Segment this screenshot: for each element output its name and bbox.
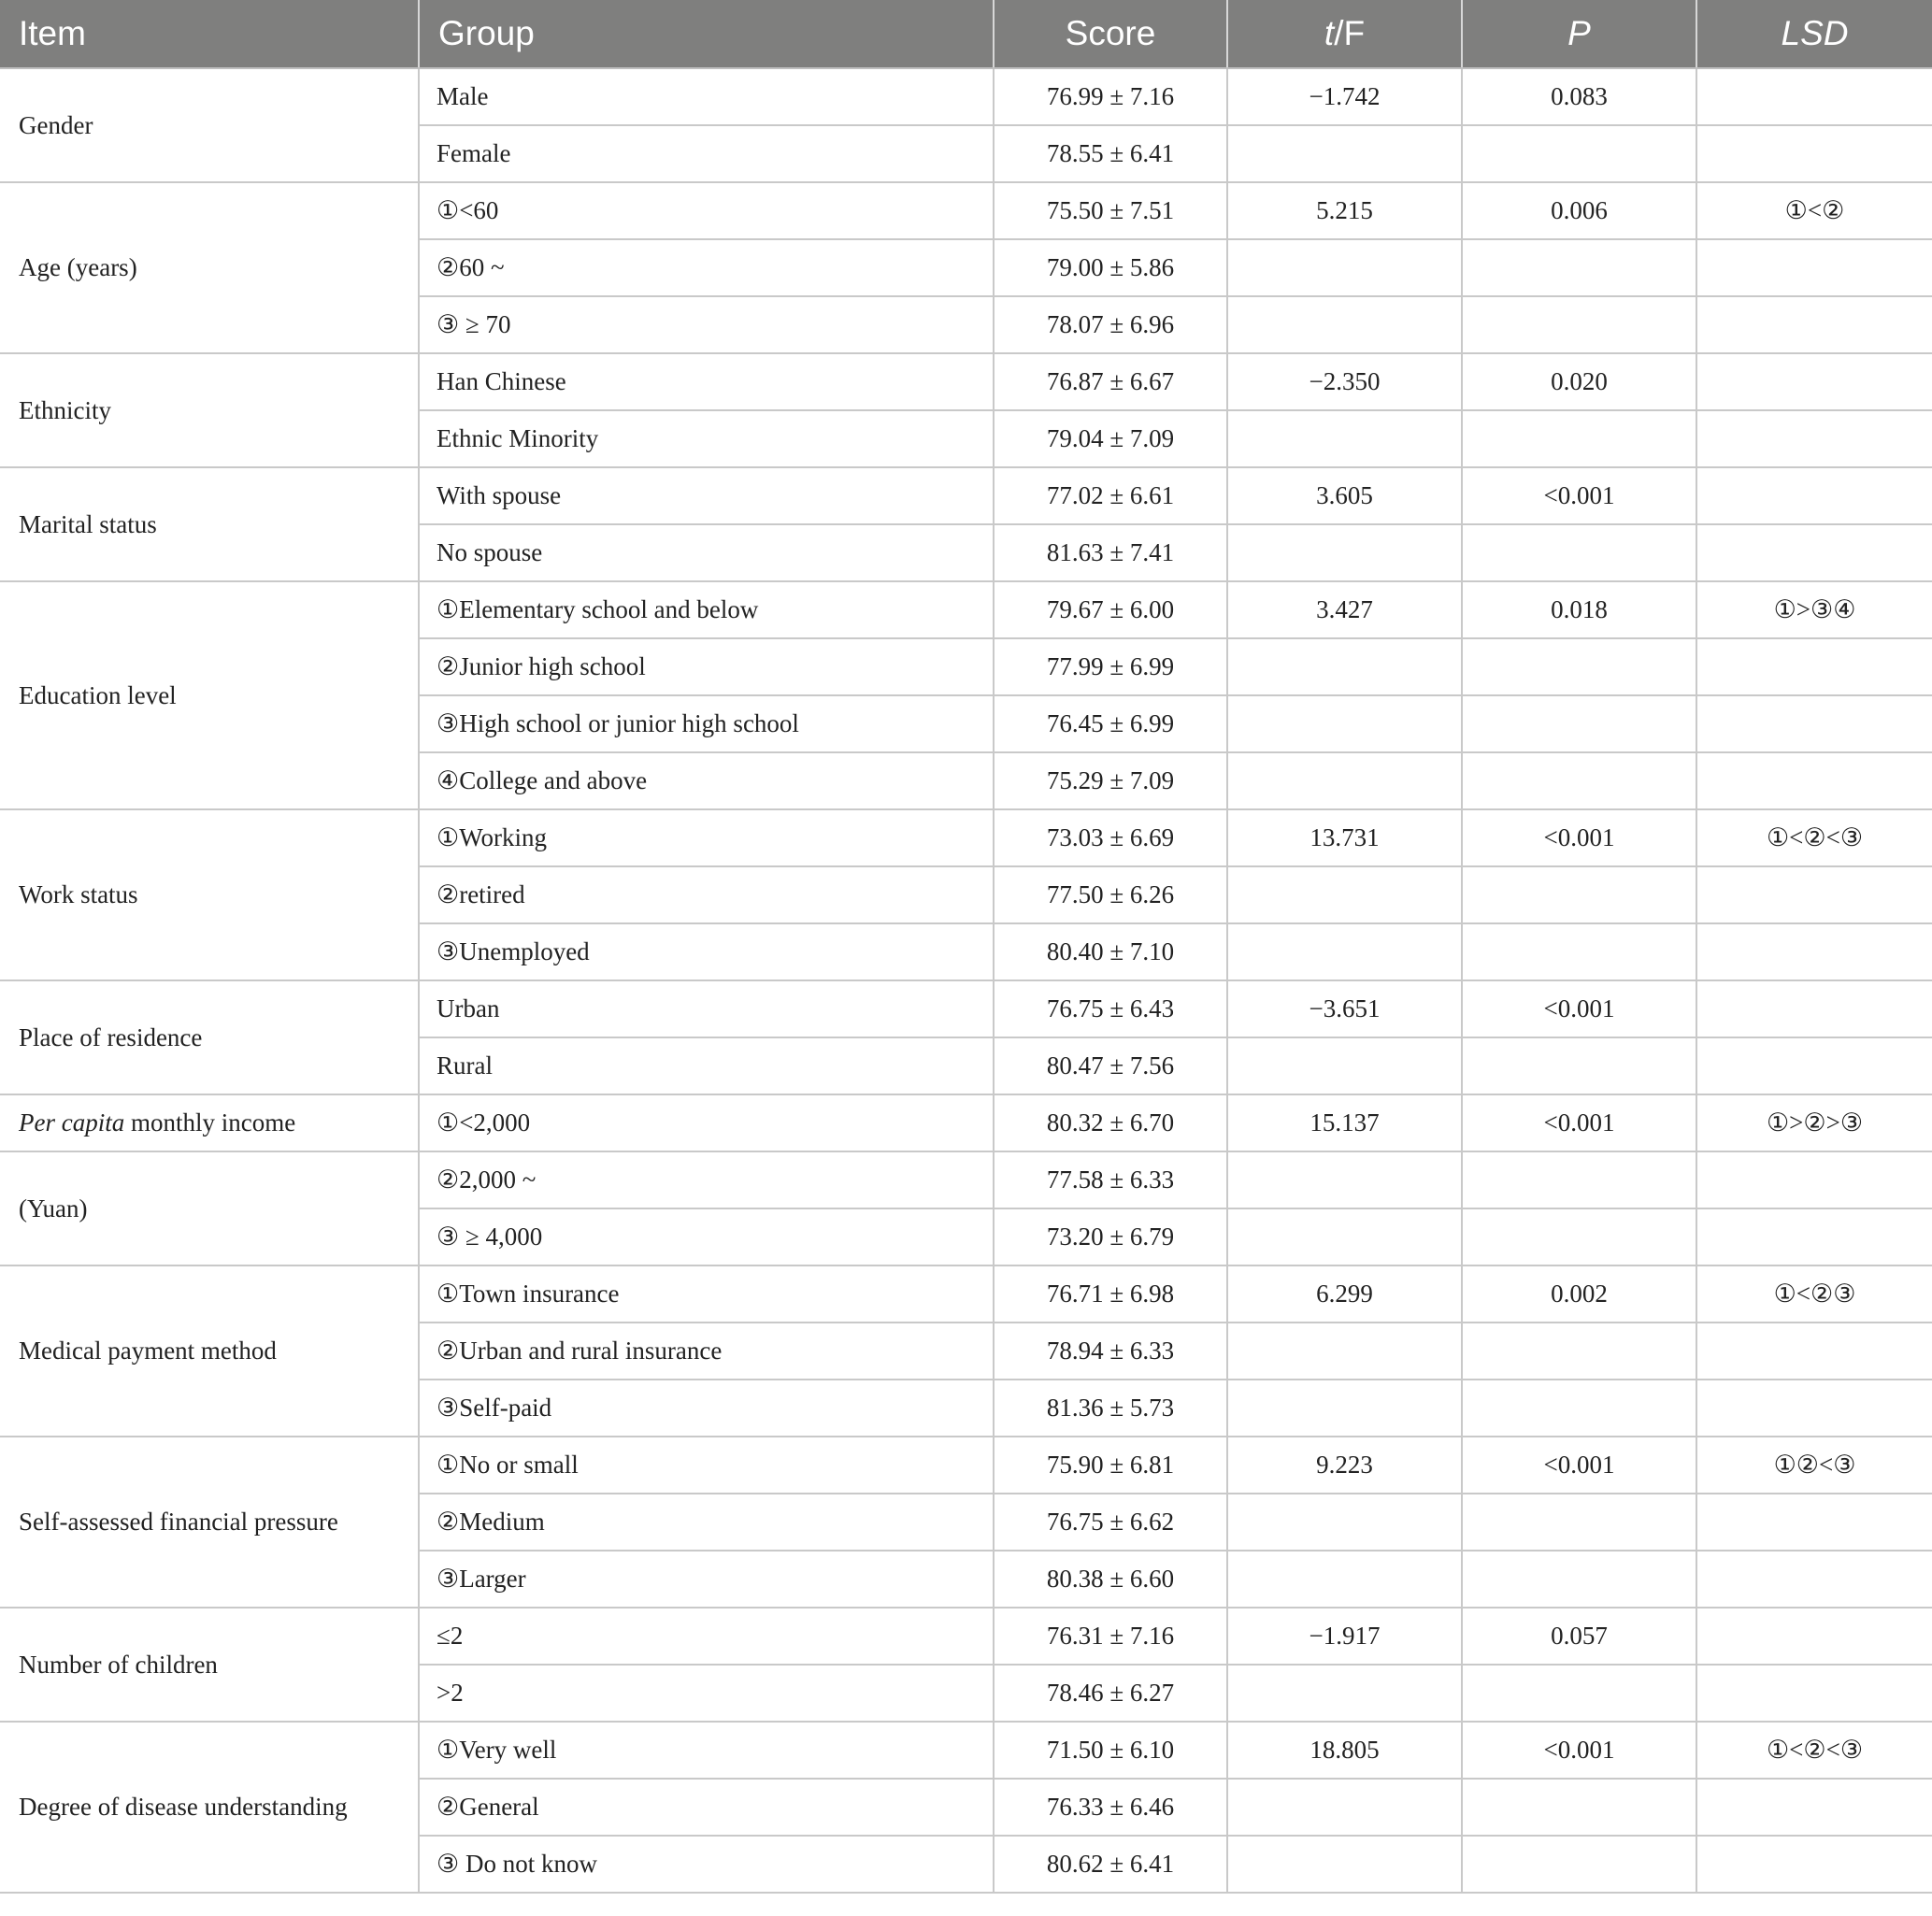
table-row [0, 581, 1932, 638]
score-cell: 80.62 ± 6.41 [994, 1836, 1227, 1893]
lsd-cell [1696, 1494, 1932, 1551]
lsd-cell [1696, 1779, 1932, 1836]
lsd-cell [1696, 467, 1932, 524]
group-cell: ②General [419, 1779, 994, 1836]
p-cell [1462, 125, 1696, 182]
lsd-cell: ①②<③ [1696, 1437, 1932, 1494]
p-cell [1462, 923, 1696, 980]
group-cell: ①No or small [419, 1437, 994, 1494]
p-cell [1462, 524, 1696, 581]
p-cell: <0.001 [1462, 809, 1696, 866]
group-cell: ≤2 [419, 1608, 994, 1665]
score-cell: 76.33 ± 6.46 [994, 1779, 1227, 1836]
tf-cell [1227, 752, 1462, 809]
tf-cell: 13.731 [1227, 809, 1462, 866]
score-cell: 78.46 ± 6.27 [994, 1665, 1227, 1722]
table-row [0, 467, 1932, 524]
tf-cell [1227, 410, 1462, 467]
lsd-cell [1696, 1836, 1932, 1893]
p-cell [1462, 866, 1696, 923]
p-cell [1462, 695, 1696, 752]
tf-cell [1227, 524, 1462, 581]
lsd-cell: ①<② [1696, 182, 1932, 239]
tf-cell [1227, 1779, 1462, 1836]
tf-cell [1227, 1037, 1462, 1094]
item-cell: Education level [0, 581, 419, 809]
group-cell: ①Working [419, 809, 994, 866]
tf-cell [1227, 239, 1462, 296]
lsd-cell [1696, 1323, 1932, 1380]
lsd-cell: ①>②>③ [1696, 1094, 1932, 1151]
item-income-rest: monthly income [124, 1108, 296, 1137]
header-tf-f: /F [1334, 14, 1366, 52]
p-cell [1462, 239, 1696, 296]
lsd-cell: ①<②<③ [1696, 1722, 1932, 1779]
p-cell: <0.001 [1462, 980, 1696, 1037]
group-cell: With spouse [419, 467, 994, 524]
group-cell: ③Larger [419, 1551, 994, 1608]
score-cell: 79.67 ± 6.00 [994, 581, 1227, 638]
group-cell: ④College and above [419, 752, 994, 809]
item-cell: Degree of disease understanding [0, 1722, 419, 1893]
score-cell: 79.04 ± 7.09 [994, 410, 1227, 467]
group-cell: ③ ≥ 4,000 [419, 1208, 994, 1265]
score-cell: 75.29 ± 7.09 [994, 752, 1227, 809]
lsd-cell: ①>③④ [1696, 581, 1932, 638]
p-cell [1462, 1323, 1696, 1380]
lsd-cell [1696, 752, 1932, 809]
score-cell: 76.45 ± 6.99 [994, 695, 1227, 752]
score-cell: 76.75 ± 6.62 [994, 1494, 1227, 1551]
item-income-italic: Per capita [19, 1108, 125, 1137]
lsd-cell [1696, 1380, 1932, 1437]
p-cell [1462, 1665, 1696, 1722]
score-cell: 79.00 ± 5.86 [994, 239, 1227, 296]
score-cell: 81.63 ± 7.41 [994, 524, 1227, 581]
p-cell [1462, 1779, 1696, 1836]
score-cell: 80.38 ± 6.60 [994, 1551, 1227, 1608]
group-cell: ②Medium [419, 1494, 994, 1551]
tf-cell: 5.215 [1227, 182, 1462, 239]
tf-cell [1227, 1494, 1462, 1551]
header-group: Group [419, 0, 994, 68]
table-row [0, 1094, 1932, 1151]
table-row [0, 1437, 1932, 1494]
score-cell: 76.71 ± 6.98 [994, 1265, 1227, 1323]
p-cell: 0.057 [1462, 1608, 1696, 1665]
p-cell [1462, 638, 1696, 695]
lsd-cell [1696, 524, 1932, 581]
score-cell: 71.50 ± 6.10 [994, 1722, 1227, 1779]
p-cell: 0.002 [1462, 1265, 1696, 1323]
table-row [0, 68, 1932, 125]
table-row [0, 353, 1932, 410]
p-cell [1462, 752, 1696, 809]
lsd-cell [1696, 1551, 1932, 1608]
p-cell [1462, 296, 1696, 353]
group-cell: Ethnic Minority [419, 410, 994, 467]
lsd-cell [1696, 1208, 1932, 1265]
tf-cell: −3.651 [1227, 980, 1462, 1037]
p-cell [1462, 1151, 1696, 1208]
item-cell [0, 1094, 419, 1151]
lsd-cell [1696, 980, 1932, 1037]
group-cell: Urban [419, 980, 994, 1037]
tf-cell [1227, 1665, 1462, 1722]
group-cell: ③ ≥ 70 [419, 296, 994, 353]
p-cell: <0.001 [1462, 1722, 1696, 1779]
group-cell: ③High school or junior high school [419, 695, 994, 752]
item-cell: Gender [0, 68, 419, 182]
group-cell: Rural [419, 1037, 994, 1094]
group-cell: ①Very well [419, 1722, 994, 1779]
lsd-cell: ①<②<③ [1696, 809, 1932, 866]
score-cell: 77.58 ± 6.33 [994, 1151, 1227, 1208]
lsd-cell [1696, 239, 1932, 296]
tf-cell [1227, 638, 1462, 695]
group-cell: ①<2,000 [419, 1094, 994, 1151]
p-cell: 0.006 [1462, 182, 1696, 239]
lsd-cell [1696, 68, 1932, 125]
table-row [0, 182, 1932, 239]
table-row [0, 980, 1932, 1037]
p-cell [1462, 1836, 1696, 1893]
lsd-cell [1696, 1151, 1932, 1208]
tf-cell: 15.137 [1227, 1094, 1462, 1151]
lsd-cell [1696, 923, 1932, 980]
item-cell: (Yuan) [0, 1151, 419, 1265]
tf-cell [1227, 695, 1462, 752]
tf-cell [1227, 296, 1462, 353]
group-cell: ①<60 [419, 182, 994, 239]
group-cell: ②60 ~ [419, 239, 994, 296]
group-cell: No spouse [419, 524, 994, 581]
lsd-cell [1696, 1037, 1932, 1094]
table-row [0, 1265, 1932, 1323]
header-p: P [1462, 0, 1696, 68]
score-cell: 73.20 ± 6.79 [994, 1208, 1227, 1265]
score-cell: 76.87 ± 6.67 [994, 353, 1227, 410]
group-cell: Han Chinese [419, 353, 994, 410]
group-cell: ②retired [419, 866, 994, 923]
header-tf-t: t [1324, 14, 1335, 52]
item-cell: Marital status [0, 467, 419, 581]
tf-cell [1227, 866, 1462, 923]
tf-cell: −2.350 [1227, 353, 1462, 410]
header-score: Score [994, 0, 1227, 68]
group-cell: ②2,000 ~ [419, 1151, 994, 1208]
score-cell: 77.50 ± 6.26 [994, 866, 1227, 923]
lsd-cell [1696, 353, 1932, 410]
score-cell: 73.03 ± 6.69 [994, 809, 1227, 866]
score-cell: 76.99 ± 7.16 [994, 68, 1227, 125]
item-cell: Ethnicity [0, 353, 419, 467]
tf-cell: −1.742 [1227, 68, 1462, 125]
tf-cell: 18.805 [1227, 1722, 1462, 1779]
table-row [0, 809, 1932, 866]
table-row [0, 1722, 1932, 1779]
score-cell: 76.75 ± 6.43 [994, 980, 1227, 1037]
p-cell [1462, 1380, 1696, 1437]
lsd-cell [1696, 866, 1932, 923]
lsd-cell [1696, 1665, 1932, 1722]
p-cell: <0.001 [1462, 467, 1696, 524]
score-cell: 78.07 ± 6.96 [994, 296, 1227, 353]
header-item: Item [0, 0, 419, 68]
score-cell: 80.32 ± 6.70 [994, 1094, 1227, 1151]
p-cell [1462, 1037, 1696, 1094]
p-cell: 0.020 [1462, 353, 1696, 410]
tf-cell: 3.605 [1227, 467, 1462, 524]
group-cell: ③ Do not know [419, 1836, 994, 1893]
lsd-cell [1696, 410, 1932, 467]
group-cell: ②Urban and rural insurance [419, 1323, 994, 1380]
header-row [0, 0, 1932, 68]
score-cell: 77.02 ± 6.61 [994, 467, 1227, 524]
tf-cell [1227, 1323, 1462, 1380]
score-cell: 80.40 ± 7.10 [994, 923, 1227, 980]
group-cell: >2 [419, 1665, 994, 1722]
tf-cell [1227, 1551, 1462, 1608]
tf-cell [1227, 1836, 1462, 1893]
group-cell: ③Self-paid [419, 1380, 994, 1437]
item-cell: Work status [0, 809, 419, 980]
score-cell: 78.55 ± 6.41 [994, 125, 1227, 182]
tf-cell [1227, 1208, 1462, 1265]
p-cell [1462, 1551, 1696, 1608]
tf-cell [1227, 125, 1462, 182]
score-cell: 80.47 ± 7.56 [994, 1037, 1227, 1094]
lsd-cell [1696, 1608, 1932, 1665]
tf-cell: 9.223 [1227, 1437, 1462, 1494]
p-cell [1462, 1208, 1696, 1265]
p-cell: <0.001 [1462, 1094, 1696, 1151]
lsd-cell [1696, 125, 1932, 182]
tf-cell [1227, 1151, 1462, 1208]
tf-cell: 3.427 [1227, 581, 1462, 638]
item-cell: Place of residence [0, 980, 419, 1094]
tf-cell [1227, 1380, 1462, 1437]
tf-cell [1227, 923, 1462, 980]
table-row [0, 1151, 1932, 1208]
item-cell: Self-assessed financial pressure [0, 1437, 419, 1608]
group-cell: ①Elementary school and below [419, 581, 994, 638]
item-cell: Medical payment method [0, 1265, 419, 1437]
group-cell: Female [419, 125, 994, 182]
score-cell: 77.99 ± 6.99 [994, 638, 1227, 695]
p-cell: 0.018 [1462, 581, 1696, 638]
score-cell: 75.50 ± 7.51 [994, 182, 1227, 239]
score-cell: 75.90 ± 6.81 [994, 1437, 1227, 1494]
p-cell [1462, 410, 1696, 467]
lsd-cell: ①<②③ [1696, 1265, 1932, 1323]
p-cell: <0.001 [1462, 1437, 1696, 1494]
lsd-cell [1696, 695, 1932, 752]
score-cell: 76.31 ± 7.16 [994, 1608, 1227, 1665]
tf-cell: −1.917 [1227, 1608, 1462, 1665]
p-cell [1462, 1494, 1696, 1551]
group-cell: ③Unemployed [419, 923, 994, 980]
group-cell: Male [419, 68, 994, 125]
lsd-cell [1696, 638, 1932, 695]
item-cell: Age (years) [0, 182, 419, 353]
header-lsd: LSD [1696, 0, 1932, 68]
table-row [0, 1608, 1932, 1665]
tf-cell: 6.299 [1227, 1265, 1462, 1323]
score-cell: 81.36 ± 5.73 [994, 1380, 1227, 1437]
score-cell: 78.94 ± 6.33 [994, 1323, 1227, 1380]
group-cell: ②Junior high school [419, 638, 994, 695]
lsd-cell [1696, 296, 1932, 353]
item-cell: Number of children [0, 1608, 419, 1722]
header-tf [1227, 0, 1462, 68]
p-cell: 0.083 [1462, 68, 1696, 125]
group-cell: ①Town insurance [419, 1265, 994, 1323]
